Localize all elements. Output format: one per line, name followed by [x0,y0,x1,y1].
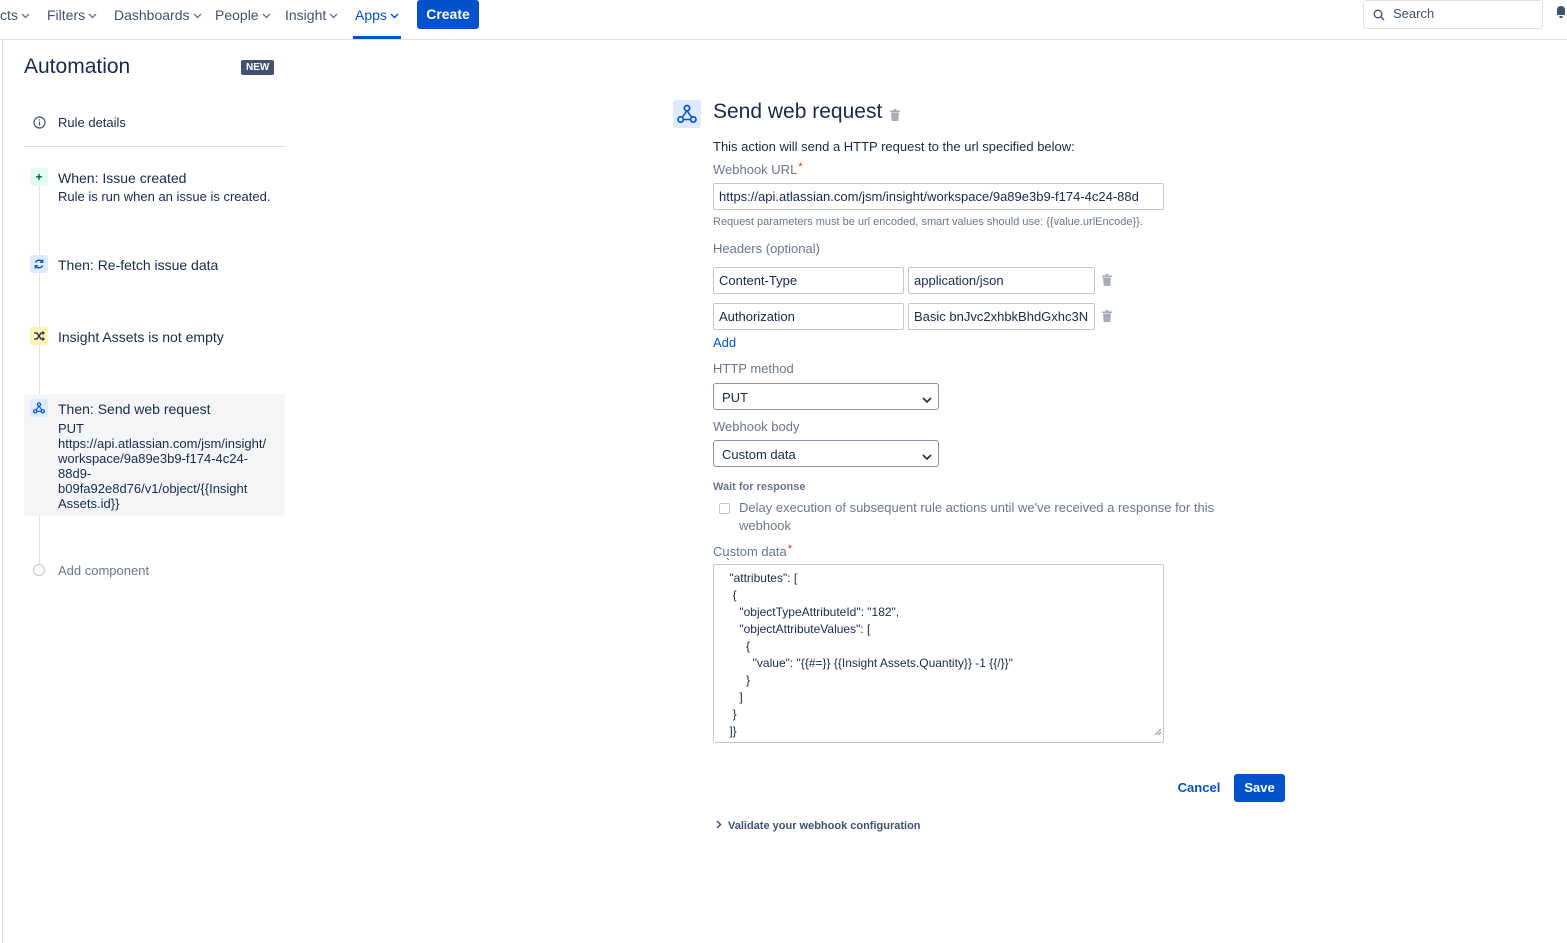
webhook-body-select[interactable] [713,440,939,467]
nav-item-filters[interactable] [47,0,97,38]
sidebar-title: Automation [24,55,131,78]
code-line: } [726,673,751,687]
notifications-icon[interactable] [1555,5,1567,24]
search-input[interactable] [1363,0,1543,29]
rule-details-label: Rule details [58,115,126,130]
code-line: ]} [726,724,737,738]
info-icon [33,116,46,132]
component-description: Rule is run when an issue is created. [58,189,271,204]
header-key-input[interactable] [713,303,904,330]
desc-line: workspace/9a89e3b9-f174-4c24- [58,451,249,466]
chevron-down-icon [922,449,932,464]
component-title: Then: Re-fetch issue data [58,257,219,273]
chevron-down-icon [329,0,338,28]
wait-for-response-label: Wait for response [713,481,806,493]
trash-icon[interactable] [1102,273,1112,291]
new-badge: NEW [241,60,274,75]
refresh-icon [30,255,48,273]
webhook-body-label: Webhook body [713,419,800,434]
headers-label: Headers (optional) [713,241,820,256]
code-line: "attributes": [ [726,571,798,585]
add-component-dot-icon [33,564,45,576]
component-title: Then: Send web request [58,401,211,417]
webhook-body-value: Custom data [722,447,796,462]
validate-webhook-toggle[interactable] [716,820,921,832]
chevron-down-icon [390,0,399,28]
nav-item-dashboards[interactable] [114,0,202,38]
chevron-down-icon [922,392,932,407]
nav-item-projects[interactable] [0,0,30,38]
code-line: "value": "{{#=}} {{Insight Assets.Quantity}} -1 {{/}}" [726,656,1013,670]
validate-label: Validate your webhook configuration [728,820,921,832]
chevron-down-icon [193,0,202,28]
custom-data-label-text: Custom data [713,544,787,559]
code-line: "objectTypeAttributeId": "182", [726,605,900,619]
code-line: ] [726,690,743,704]
left-border [2,40,3,943]
search-placeholder: Search [1393,6,1435,21]
component-send-web-request[interactable] [24,394,285,516]
nav-item-people[interactable] [215,0,271,38]
required-marker: * [798,161,803,173]
webhook-url-input[interactable] [713,183,1164,210]
desc-line: PUT [58,421,84,436]
webhook-url-label-text: Webhook URL [713,162,798,177]
nav-item-insight[interactable] [285,0,338,38]
nav-item-label: cts [0,7,18,23]
header-value-input[interactable] [908,303,1095,330]
header-key-input[interactable] [713,267,904,294]
add-header-link[interactable]: Add [713,335,737,350]
component-title: When: Issue created [58,170,187,186]
header-value-input[interactable] [908,267,1095,294]
nav-item-label: Dashboards [114,7,190,23]
sidebar-divider [24,146,285,147]
chevron-down-icon [262,0,271,28]
code-line: "objectAttributeValues": [ [726,622,871,636]
action-description: This action will send a HTTP request to the url specified below: [713,139,1075,154]
save-button[interactable]: Save [1234,774,1285,802]
desc-line: 88d9- [58,466,92,481]
add-component-label: Add component [58,563,150,578]
http-method-value: PUT [722,390,748,405]
webhook-icon [673,100,701,128]
component-refetch[interactable] [24,251,285,281]
component-trigger[interactable] [24,164,285,214]
shuffle-icon [30,327,48,345]
webhook-url-hint: Request parameters must be url encoded, smart values should use: {{value.urlEncode}}. [713,216,1143,228]
chevron-down-icon [21,0,30,28]
required-marker: * [787,543,792,555]
plus-icon: + [30,168,48,186]
desc-line: b09fa92e8d76/v1/object/{{Insight [58,481,248,496]
code-line: { [726,588,737,602]
resize-handle-icon[interactable] [1154,723,1162,741]
create-button[interactable]: Create [417,0,479,29]
component-title: Insight Assets is not empty [58,329,224,345]
nav-item-label: Filters [47,7,86,23]
page-title: Send web request [713,100,883,123]
component-condition[interactable] [24,323,285,353]
nav-item-label: Insight [285,7,327,23]
custom-data-textarea[interactable] [713,556,1164,743]
component-description [58,421,283,511]
wait-for-response-checkbox[interactable] [719,503,730,514]
chevron-down-icon [88,0,97,28]
nav-item-label: People [215,7,259,23]
http-method-select[interactable] [713,383,939,410]
trash-icon[interactable] [1102,309,1112,327]
code-line: } [726,707,737,721]
code-line: ` [726,556,730,570]
webhook-icon [30,399,48,417]
webhook-url-label [713,161,803,177]
code-line: { [726,639,751,653]
nav-item-apps[interactable] [353,0,401,39]
nav-item-label: Apps [355,7,387,23]
http-method-label: HTTP method [713,361,794,376]
cancel-button[interactable]: Cancel [1177,780,1221,795]
desc-line: Assets.id}} [58,496,120,511]
wait-for-response-text: Delay execution of subsequent rule actions until we've received a response for this webhook [739,500,1215,533]
top-navigation [0,0,1567,40]
chevron-right-icon [716,820,722,832]
trash-icon[interactable] [890,108,900,126]
custom-data-label [713,543,792,559]
search-icon [1373,9,1385,24]
desc-line: https://api.atlassian.com/jsm/insight/ [58,436,267,451]
